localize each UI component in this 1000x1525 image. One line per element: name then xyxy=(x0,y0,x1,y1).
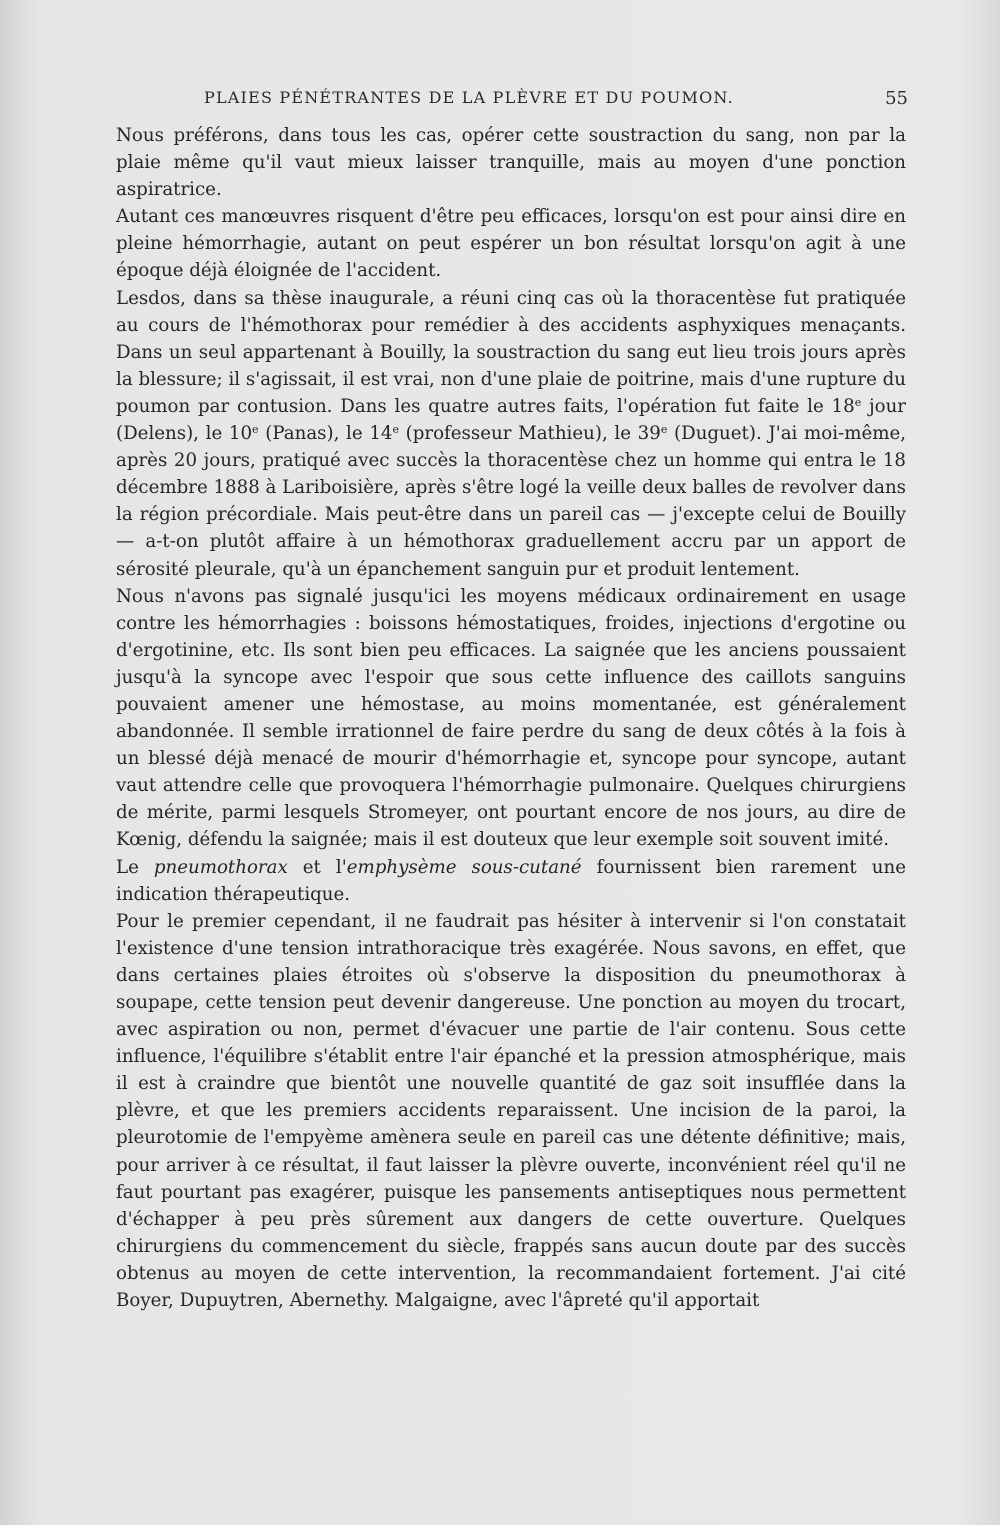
paragraph-6 xyxy=(116,908,906,1314)
page-number: 55 xyxy=(885,88,908,109)
italic-term-pneumothorax: pneumothorax xyxy=(153,856,288,878)
paragraph-5 xyxy=(116,854,906,908)
paragraph-6-text: Pour le premier cependant, il ne faudrait pas hésiter à intervenir si l'on constatait l'existence d'une tension intrathoracique très exagérée. Nous savons, en effet, que dans certaines plaies étroites où s'observe la disposition du pneumothorax à soupape, cette tension peut devenir dangereuse. Une ponction au moyen du trocart, avec aspiration ou non, permet d'évacuer une partie de l'air contenu. Sous cette influence, l'équilibre s'établit entre l'air épanché et la pression atmosphérique, mais il est à craindre que bientôt une nouvelle quantité de gaz soit insufflée dans la plèvre, et que les premiers accidents reparaissent. Une incision de la paroi, la pleurotomie de l'empyème amènera seule en pareil cas une détente définitive; mais, pour arriver à ce résultat, il faut laisser la plèvre ouverte, inconvénient réel qu'il ne faut pourtant pas exagérer, puisque les pansements antiseptiques nous permettent d'échapper à peu près sûrement aux dangers de cette ouverture. Quelques chirurgiens du commencement du siècle, frappés sans aucun doute par des succès obtenus au moyen de cette intervention, la recommandaient fortement. J'ai cité Boyer, Dupuytren, Abernethy. Malgaigne, avec l'âpreté qu'il apportait xyxy=(116,910,906,1312)
ordinal-suffix: e xyxy=(252,423,259,437)
ordinal-suffix: e xyxy=(392,423,399,437)
paragraph-4-text: Nous n'avons pas signalé jusqu'ici les moyens médicaux ordinairement en usage contre les hémorrhagies : boissons hémostatiques, froides, injections d'ergotine ou d'ergotinine, etc. Ils sont bien peu efficaces. La saignée que les anciens poussaient jusqu'à la syncope avec l'espoir que sous cette influence des caillots sanguins pouvaient amener une hémostase, au moins momentanée, est généralement abandonnée. Il semble irrationnel de faire perdre du sang de deux côtés à la fois à un blessé déjà menacé de mourir d'hémorrhagie et, syncope pour syncope, autant vaut attendre celle que provoquera l'hémorrhagie pulmonaire. Quelques chirurgiens de mérite, parmi lesquels Stromeyer, ont pourtant encore de nos jours, au dire de Kœnig, défendu la saignée; mais il est douteux que leur exemple soit souvent imité. xyxy=(116,585,906,851)
ordinal-suffix: e xyxy=(854,395,862,409)
paragraph-2 xyxy=(116,203,906,284)
paragraph-5-text-c: fournissent bien rarement une indication thérapeutique. xyxy=(116,856,906,905)
paragraph-3 xyxy=(116,285,906,583)
italic-term-emphyseme: emphysème sous-cutané xyxy=(346,856,582,878)
paragraph-3-text-a: Lesdos, dans sa thèse inaugurale, a réuni cinq cas où la thoracentèse fut pratiquée au cours de l'hémothorax pour remédier à des accidents asphyxiques menaçants. Dans un seul appartenant à Bouilly, la soustraction du sang eut lieu trois jours après la blessure; il s'agissait, il est vrai, non d'une plaie de poitrine, mais d'une rupture du poumon par contusion. Dans les quatre autres faits, l'opération fut faite le 18 xyxy=(116,287,906,417)
paragraph-2-text: Autant ces manœuvres risquent d'être peu efficaces, lorsqu'on est pour ainsi dire en pleine hémorrhagie, autant on peut espérer un bon résultat lorsqu'on agit à une époque déjà éloignée de l'accident. xyxy=(116,206,906,282)
paragraph-5-text-a: Le xyxy=(116,856,154,878)
running-title: PLAIES PÉNÉTRANTES DE LA PLÈVRE ET DU POUMON. xyxy=(204,88,734,107)
paragraph-1 xyxy=(116,122,906,203)
paragraph-3-text-c: (Panas), le 14 xyxy=(258,423,393,445)
ordinal-suffix: e xyxy=(660,423,668,437)
paragraph-5-text-b: et l' xyxy=(287,856,347,878)
body-text xyxy=(116,122,906,1314)
paragraph-4 xyxy=(116,583,906,854)
paragraph-1-text: Nous préférons, dans tous les cas, opérer cette soustraction du sang, non par la plaie même qu'il vaut mieux laisser tranquille, mais au moyen d'une ponction aspiratrice. xyxy=(116,125,906,201)
running-head xyxy=(118,88,908,114)
paragraph-3-text-d: (professeur Mathieu), le 39 xyxy=(398,423,661,445)
paragraph-3-text-e: (Duguet). J'ai moi-même, après 20 jours, pratiqué avec succès la thoracentèse chez un homme qui entra le 18 décembre 1888 à Lariboisière, après s'être logé la veille deux balles de revolver dans la région précordiale. Mais peut-être dans un pareil cas — j'excepte celui de Bouilly — a-t-on plutôt affaire à un hémothorax graduellement accru par un apport de sérosité pleurale, qu'à un épanchement sanguin pur et produit lentement. xyxy=(116,423,906,580)
paragraph-3-text-b: jour (Delens), le 10 xyxy=(116,395,906,445)
